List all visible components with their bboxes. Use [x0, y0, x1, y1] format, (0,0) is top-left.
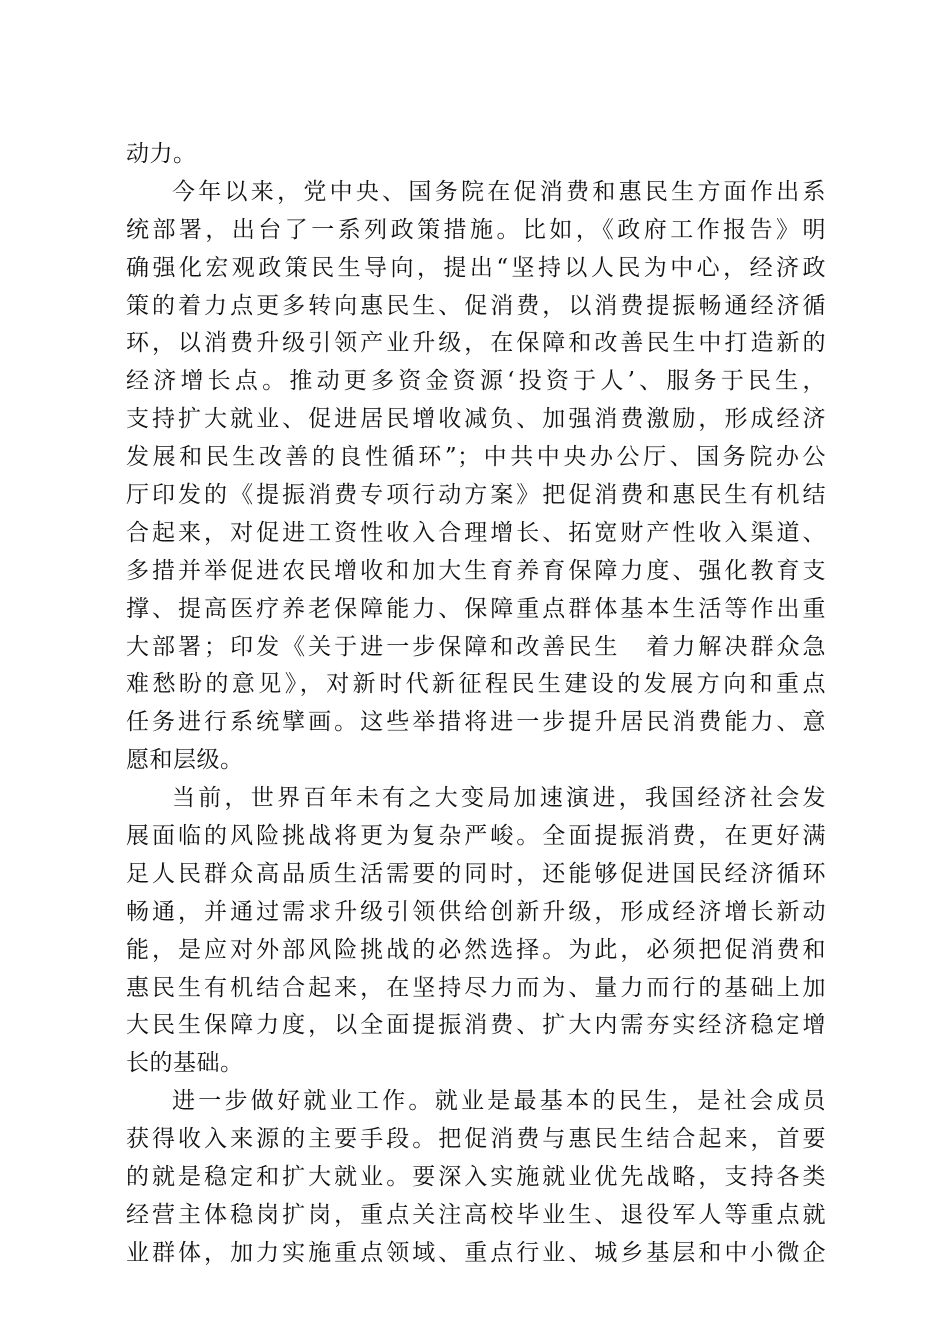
text-line: 大部署；印发《关于进一步保障和改善民生 着力解决群众急 [126, 633, 826, 660]
text-line: 动力。 [126, 141, 197, 167]
text-line: 环，以消费升级引领产业升级，在保障和改善民生中打造新的 [126, 330, 826, 357]
text-line: 展面临的风险挑战将更为复杂严峻。全面提振消费，在更好满 [126, 823, 826, 850]
text-line: 足人民群众高品质生活需要的同时，还能够促进国民经济循环 [126, 860, 826, 887]
text-line: 经济增长点。推动更多资金资源‘投资于人’、服务于民生， [126, 368, 826, 395]
text-line: 经营主体稳岗扩岗，重点关注高校毕业生、退役军人等重点就 [126, 1201, 826, 1228]
text-line: 厅印发的《提振消费专项行动方案》把促消费和惠民生有机结 [126, 482, 826, 509]
body-text [126, 136, 826, 1273]
text-line: 的就是稳定和扩大就业。要深入实施就业优先战略，支持各类 [126, 1164, 826, 1191]
text-line: 惠民生有机结合起来，在坚持尽力而为、量力而行的基础上加 [126, 974, 826, 1001]
text-line: 统部署，出台了一系列政策措施。比如，《政府工作报告》明 [126, 216, 826, 243]
paragraph-first-line: 当前，世界百年未有之大变局加速演进，我国经济社会发 [172, 785, 826, 812]
text-line: 长的基础。 [126, 1050, 244, 1077]
text-line: 大民生保障力度，以全面提振消费、扩大内需夯实经济稳定增 [126, 1012, 826, 1039]
text-line: 难愁盼的意见》，对新时代新征程民生建设的发展方向和重点 [126, 671, 826, 698]
text-line: 多措并举促进农民增收和加大生育养育保障力度、强化教育支 [126, 557, 826, 584]
text-line: 支持扩大就业、促进居民增收减负、加强消费激励，形成经济 [126, 406, 826, 433]
text-line: 畅通，并通过需求升级引领供给创新升级，形成经济增长新动 [126, 898, 826, 925]
text-line: 获得收入来源的主要手段。把促消费与惠民生结合起来，首要 [126, 1126, 826, 1153]
text-line: 业群体，加力实施重点领域、重点行业、城乡基层和中小微企 [126, 1239, 826, 1266]
paragraph-first-line: 今年以来，党中央、国务院在促消费和惠民生方面作出系 [172, 178, 826, 205]
text-line: 愿和层级。 [126, 747, 244, 774]
text-line: 能，是应对外部风险挑战的必然选择。为此，必须把促消费和 [126, 936, 826, 963]
text-line: 撑、提高医疗养老保障能力、保障重点群体基本生活等作出重 [126, 595, 826, 622]
text-line: 发展和民生改善的良性循环”；中共中央办公厅、国务院办公 [126, 444, 826, 471]
paragraph-first-line: 进一步做好就业工作。就业是最基本的民生，是社会成员 [172, 1088, 826, 1115]
text-line: 确强化宏观政策民生导向，提出“坚持以人民为中心，经济政 [126, 254, 826, 281]
text-line: 任务进行系统擘画。这些举措将进一步提升居民消费能力、意 [126, 709, 826, 736]
text-line: 策的着力点更多转向惠民生、促消费，以消费提振畅通经济循 [126, 292, 826, 319]
text-line: 合起来，对促进工资性收入合理增长、拓宽财产性收入渠道、 [126, 519, 826, 546]
